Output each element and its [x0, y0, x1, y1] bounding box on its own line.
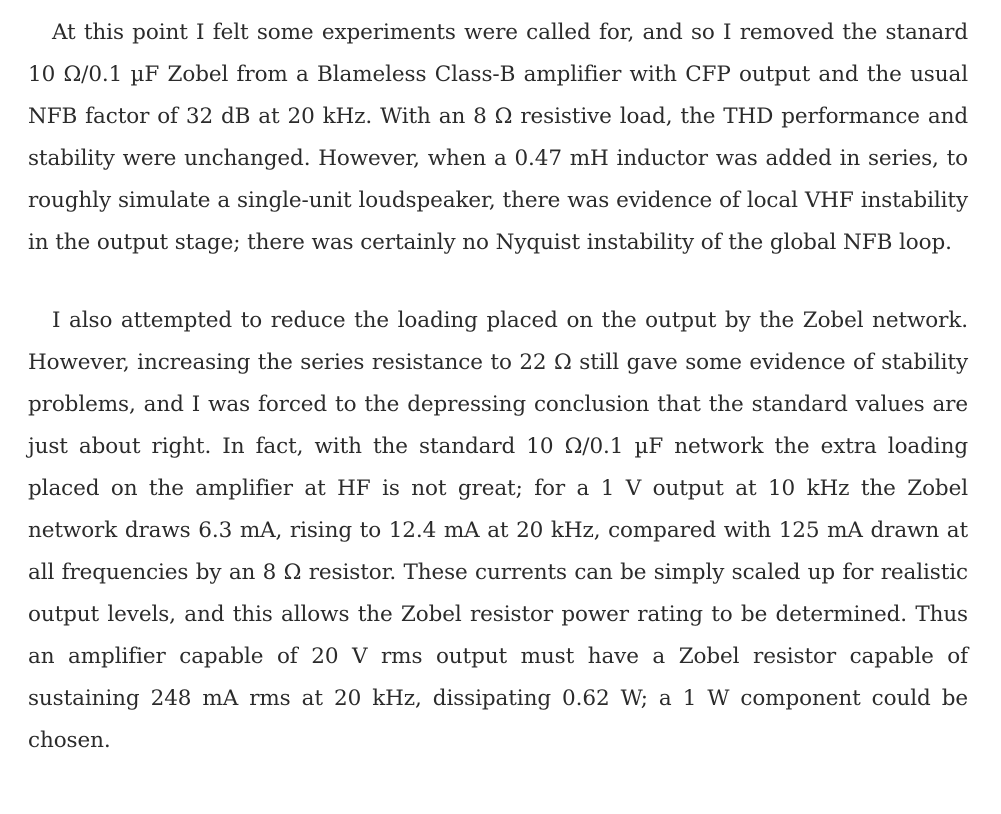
document-page: [28, 12, 968, 762]
paragraph-zobel-loading: I also attempted to reduce the loading placed on the output by the Zobel network. However, increasing the series resistance to 22 Ω still gave some evidence of stability problems, and I was forced to the depressing conclusion that the standard values are just about right. In fact, with the standard 10 Ω/0.1 µF network the extra loading placed on the amplifier at HF is not great; for a 1 V output at 10 kHz the Zobel network draws 6.3 mA, rising to 12.4 mA at 20 kHz, compared with 125 mA drawn at all frequencies by an 8 Ω resistor. These currents can be simply scaled up for realistic output levels, and this allows the Zobel resistor power rating to be determined. Thus an amplifier capable of 20 V rms output must have a Zobel resistor capable of sustaining 248 mA rms at 20 kHz, dissipating 0.62 W; a 1 W component could be chosen.: [28, 308, 968, 753]
paragraph-zobel-experiment: At this point I felt some experiments were called for, and so I removed the stanard 10 Ω/0.1 µF Zobel from a Blameless Class-B amplifier with CFP output and the usual NFB factor of 32 dB at 20 kHz. With an 8 Ω resistive load, the THD performance and stability were unchanged. However, when a 0.47 mH inductor was added in series, to roughly simulate a single-unit loudspeaker, there was evidence of local VHF instability in the output stage; there was certainly no Nyquist instability of the global NFB loop.: [28, 20, 968, 255]
